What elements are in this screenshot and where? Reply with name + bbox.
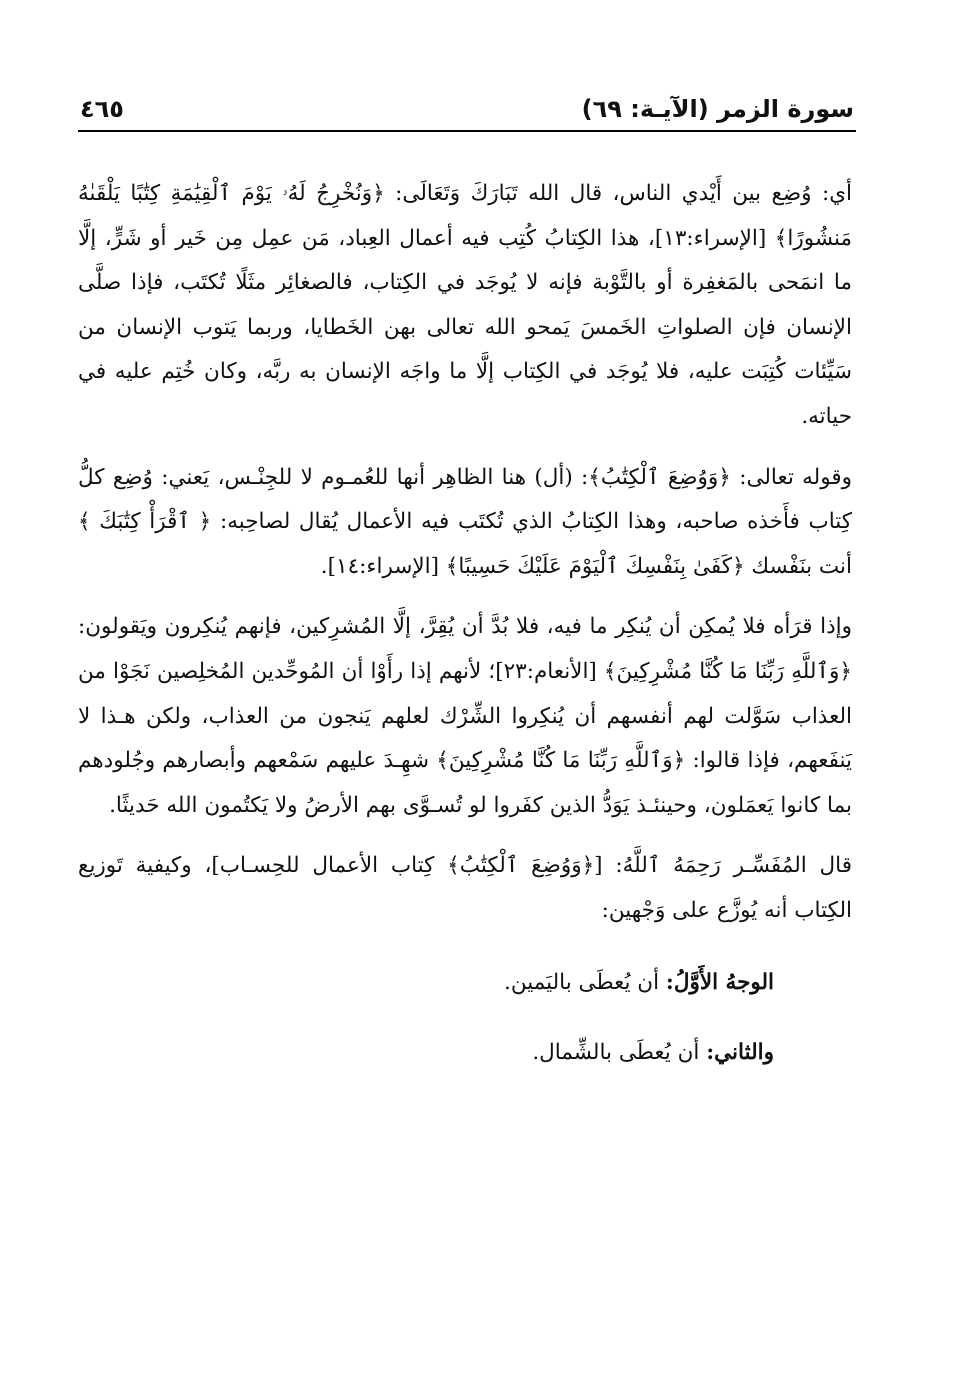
point-first-label: الوجهُ الأَوَّلُ: bbox=[665, 969, 774, 995]
page-header bbox=[80, 92, 854, 132]
point-second-label: والثاني: bbox=[706, 1039, 774, 1065]
paragraph-3: وإذا قرَأه فلا يُمكِن أن يُنكِر ما فيه، فلا بُدَّ أن يُقِرَّ، إلَّا المُشرِكين، فإنهم يُنكِرون ويَقولون: ﴿وَٱللَّهِ رَبِّنَا مَا كُنَّا مُشْرِكِينَ﴾ [الأنعام:٢٣]؛ لأنهم إذا رأَوْا أن المُوحِّدين المُخلِصين نَجَوْا من العذاب سَوَّلت لهم أنفسهم أن يُنكِروا الشِّرْك لعلهم يَنجون من العذاب، ولكن هـذا لا يَنفَعهم، فإذا قالوا: ﴿وَٱللَّهِ رَبِّنَا مَا كُنَّا مُشْرِكِينَ﴾ شهِـدَ عليهم سَمْعهم وأبصارهم وجُلودهم بما كانوا يَعمَلون، وحينئـذ يَوَدُّ الذين كفَروا لو تُسـوَّى بهم الأرضُ ولا يَكتُمون الله حَديثًا. bbox=[78, 614, 852, 818]
paragraph-4: قال المُفَسِّـر رَحِمَهُ ٱللَّهُ: [﴿وَوُضِعَ ٱلْكِتَٰبُ﴾ كِتاب الأعمال للحِسـاب]، وكيفية تَوزيع الكِتاب أنه يُوزَّع على وَجْهين: bbox=[78, 853, 852, 923]
surah-title: سورة الزمر (الآيـة: ٦٩) bbox=[581, 95, 854, 123]
point-first-text: أن يُعطَى باليَمين. bbox=[504, 969, 666, 995]
header-divider bbox=[78, 130, 856, 132]
point-first bbox=[78, 948, 852, 1018]
page-number: ٤٦٥ bbox=[80, 95, 124, 123]
paragraph-1: أي: وُضِع بين أَيْدي الناس، قال الله تَبَارَكَ وَتَعَالَى: ﴿وَنُخْرِجُ لَهُۥ يَوْمَ ٱلْقِيَٰمَةِ كِتَٰبًا يَلْقَىٰهُ مَنشُورًا﴾ [الإسراء:١٣]، هذا الكِتابُ كُتِب فيه أعمال العِباد، مَن عمِل مِن خَير أو شَرٍّ، إلَّا ما انمَحى بالمَغفِرة أو بالتَّوْبة فإنه لا يُوجَد في الكِتاب، فالصغائِر مثَلًا تُكتَب، فإذا صلَّى الإنسان فإن الصلواتِ الخَمسَ يَمحو الله تعالى بهن الخَطايا، وربما يَتوب الإنسان من سَيِّئات كُتِبَت عليه، فلا يُوجَد في الكِتاب إلَّا ما واجَه الإنسان به ربَّه، وكان خُتِم عليه في حياته. bbox=[78, 181, 853, 429]
point-second bbox=[78, 1018, 852, 1088]
paragraph-2: وقوله تعالى: ﴿وَوُضِعَ ٱلْكِتَٰبُ﴾: (أل) هنا الظاهِر أنها للعُمـوم لا للجِنْـس، يَعني: وُضِع كلُّ كِتاب فأَخذه صاحبه، وهذا الكِتابُ الذي تُكتَب فيه الأعمال يُقال لصاحِبه: ﴿ ٱقْرَأْ كِتَٰبَكَ ﴾ أنت بنَفْسك ﴿كَفَىٰ بِنَفْسِكَ ٱلْيَوْمَ عَلَيْكَ حَسِيبًا﴾ [الإسراء:١٤]. bbox=[78, 464, 852, 579]
point-second-text: أن يُعطَى بالشِّمال. bbox=[532, 1039, 707, 1065]
body-text bbox=[78, 172, 852, 1088]
